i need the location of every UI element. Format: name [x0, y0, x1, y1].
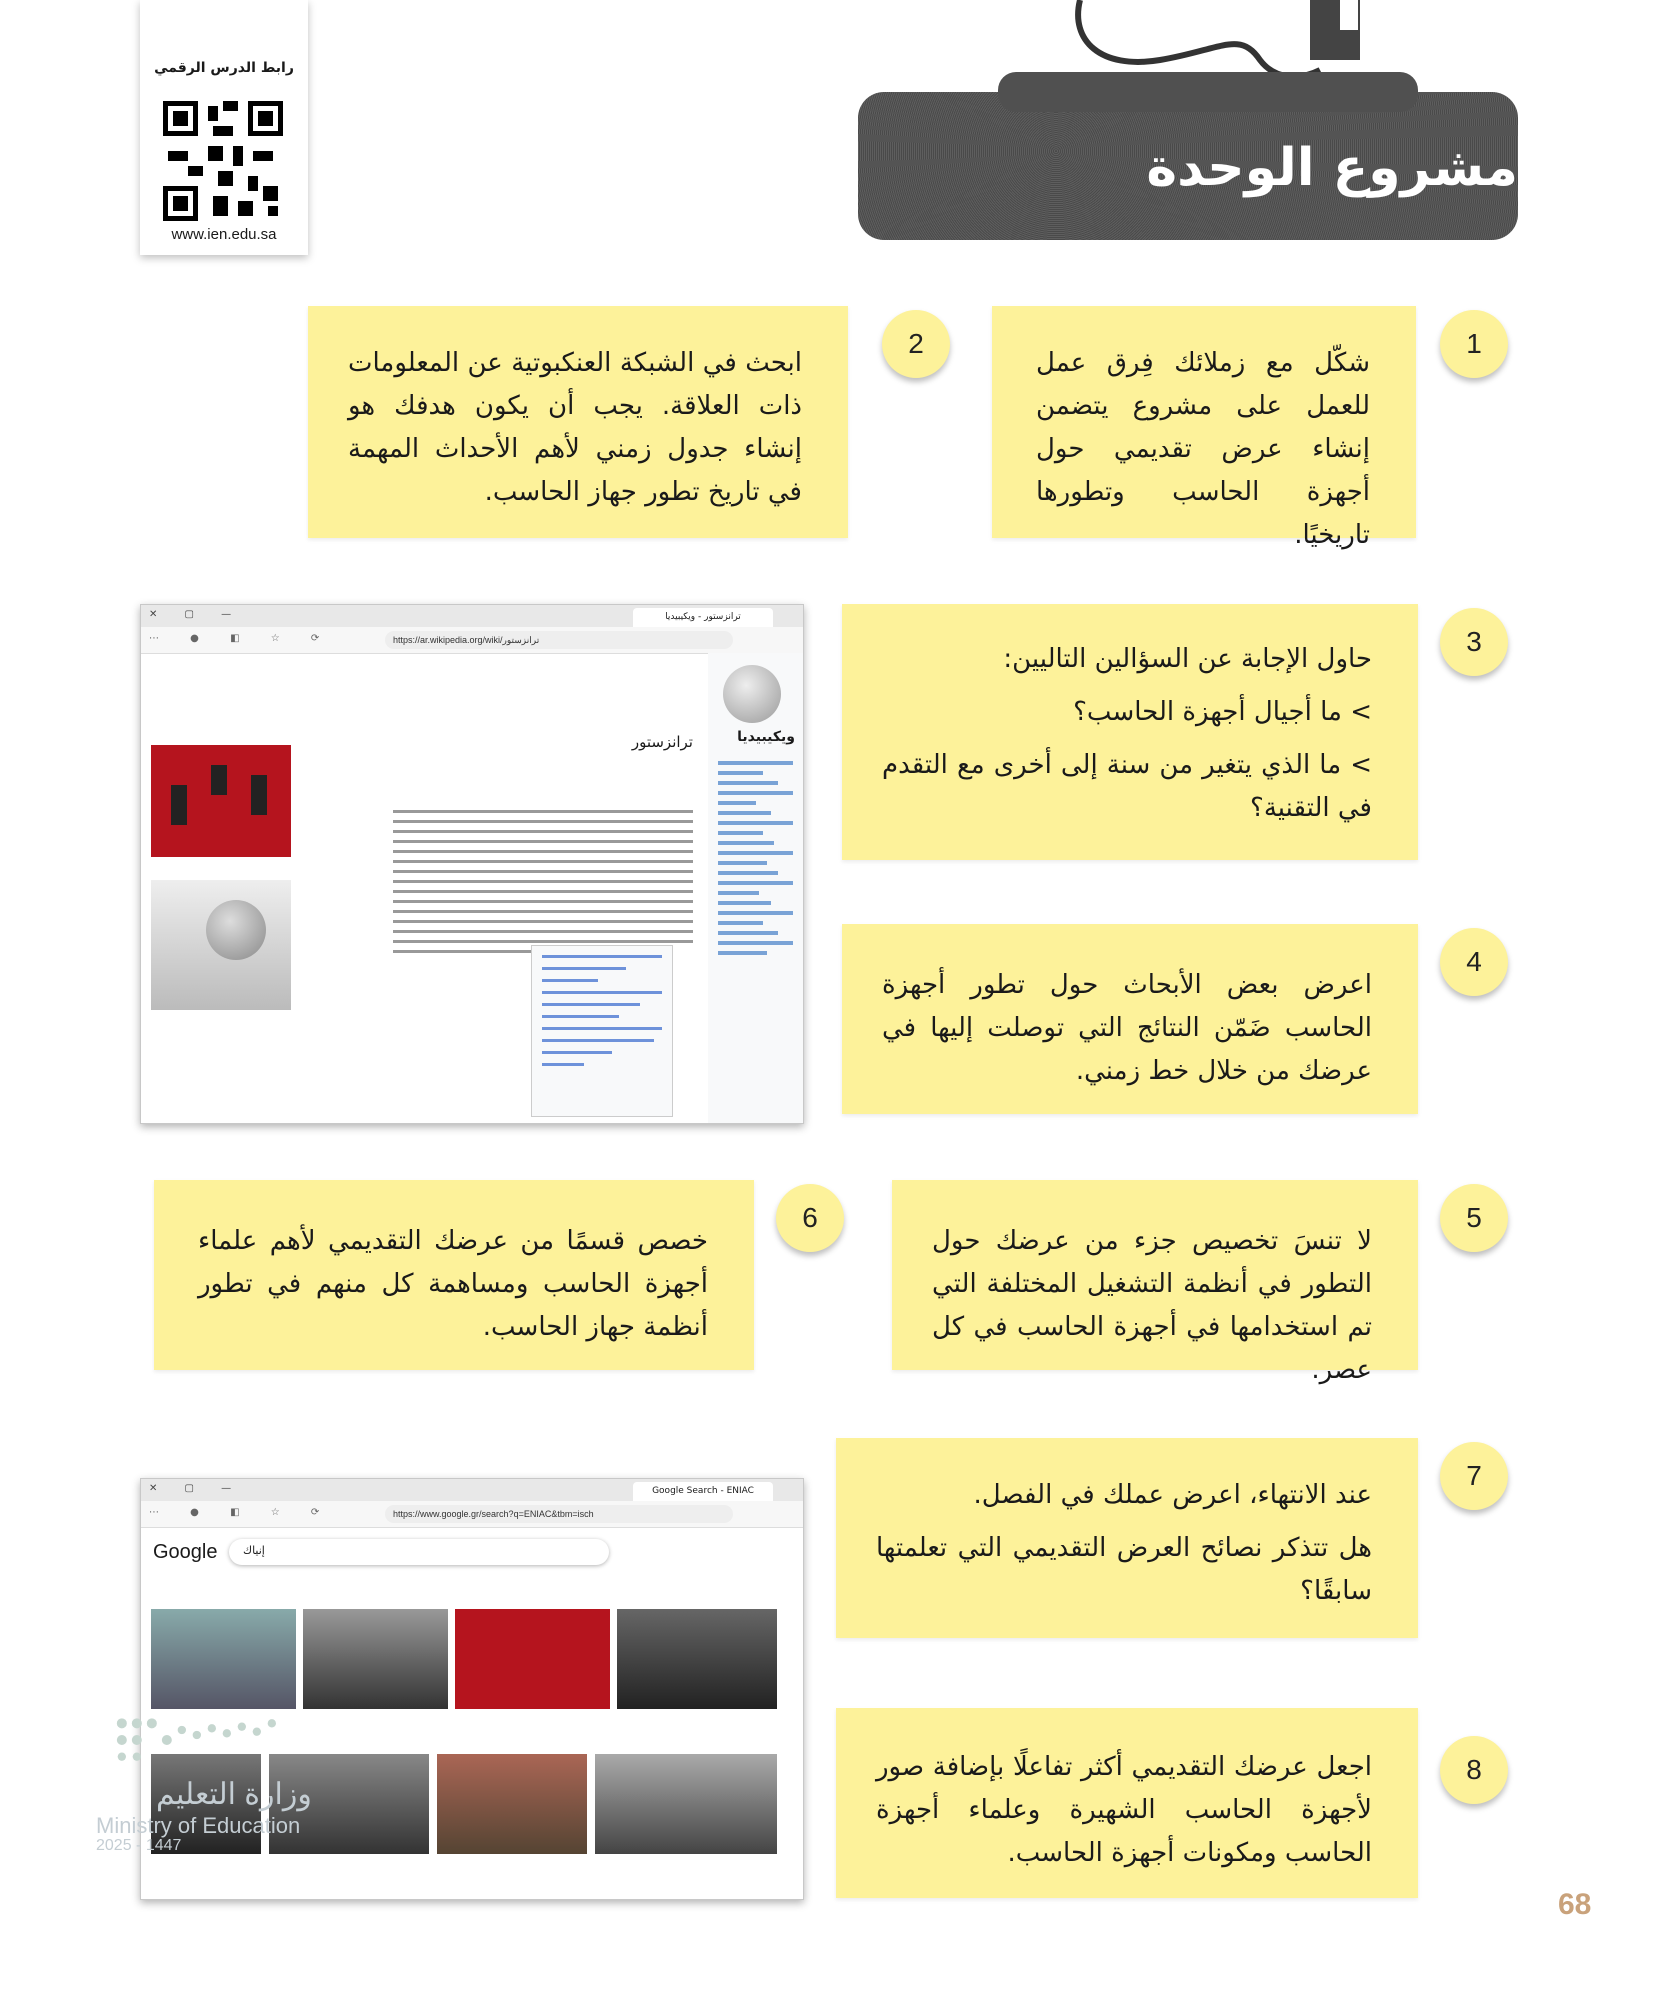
step-card-8 — [836, 1708, 1418, 1898]
window-controls-icon: ✕ ▢ — — [149, 1483, 244, 1494]
step-card-1 — [992, 306, 1416, 550]
qr-label: رابط الدرس الرقمي — [154, 60, 294, 76]
browser-tab-bar — [141, 1479, 803, 1501]
step-card-3 — [842, 604, 1418, 860]
step-card-4 — [842, 924, 1418, 1114]
address-bar — [141, 1501, 803, 1528]
step-card-7 — [836, 1438, 1418, 1638]
toolbar-icons: ⋯ ● ◧ ☆ ⟳ — [149, 633, 334, 644]
ministry-logo-icon — [96, 1715, 306, 1765]
plug-gap — [1340, 0, 1358, 30]
google-search-box — [229, 1539, 609, 1565]
step-text: خصص قسمًا من عرضك التقديمي لأهم علماء أجهزة الحاسب ومساهمة كل منهم في تطور أنظمة جهاز الحاسب. — [198, 1226, 708, 1342]
wiki-article-text — [393, 803, 693, 960]
step-number-badge: 3 — [1440, 608, 1508, 676]
edition-year: 2025 - 1447 — [96, 1837, 182, 1854]
step-text: عند الانتهاء، اعرض عملك في الفصل. — [973, 1480, 1372, 1510]
step-text: حاول الإجابة عن السؤالين التاليين: — [1003, 644, 1372, 674]
google-logo: Google — [153, 1541, 218, 1563]
step-text: لا تنسَ تخصيص جزء من عرضك حول التطور في أنظمة التشغيل المختلفة التي تم استخدامها في أجهزة الحاسب في كل عصر. — [932, 1226, 1372, 1385]
qr-code-icon[interactable] — [158, 96, 288, 226]
transistor-photo — [151, 745, 291, 857]
toolbar-icons: ⋯ ● ◧ ☆ ⟳ — [149, 1507, 334, 1518]
browser-tab-bar — [141, 605, 803, 627]
qr-url[interactable]: www.ien.edu.sa — [171, 226, 277, 243]
step-number-badge: 1 — [1440, 310, 1508, 378]
step-number-badge: 2 — [882, 310, 950, 378]
step-card-2 — [308, 306, 848, 538]
step-text: ابحث في الشبكة العنكبوتية عن المعلومات ذات العلاقة. يجب أن يكون هدفك هو إنشاء جدول زمني لأهم الأحداث المهمة في تاريخ تطور جهاز الحاسب. — [348, 348, 802, 507]
page-title: مشروع الوحدة — [1146, 138, 1518, 198]
step-number-badge: 6 — [776, 1184, 844, 1252]
step-number-badge: 8 — [1440, 1736, 1508, 1804]
digital-lesson-card[interactable] — [140, 0, 308, 255]
transistor-photo-2 — [151, 880, 291, 1010]
url-field: https://ar.wikipedia.org/wiki/ترانزستور — [385, 631, 733, 649]
wiki-article-title: ترانزستور — [631, 733, 693, 751]
wikipedia-globe-icon — [723, 665, 781, 723]
wiki-logo-text: ويكيبيديا — [737, 729, 795, 745]
ministry-arabic-name: وزارة التعليم — [156, 1778, 312, 1811]
step-text: > ما الذي يتغير من سنة إلى أخرى مع التقدم في التقنية؟ — [882, 750, 1372, 823]
step-text: اجعل عرضك التقديمي أكثر تفاعلًا بإضافة صور لأجهزة الحاسب الشهيرة وعلماء أجهزة الحاسب ومكونات أجهزة الحاسب. — [876, 1752, 1372, 1868]
step-text: > ما أجيال أجهزة الحاسب؟ — [1073, 697, 1372, 727]
wiki-table-of-contents — [531, 945, 673, 1117]
step-number-badge: 4 — [1440, 928, 1508, 996]
step-text: اعرض بعض الأبحاث حول تطور أجهزة الحاسب ضَمّن النتائج التي توصلت إليها في عرضك من خلال خط زمني. — [882, 970, 1372, 1086]
browser-tab: ترانزستور - ويكيبيديا — [633, 608, 773, 627]
search-query: إنياك — [243, 1544, 265, 1557]
step-number-badge: 7 — [1440, 1442, 1508, 1510]
step-card-5 — [892, 1180, 1418, 1385]
url-field: https://www.google.gr/search?q=ENIAC&tbm=isch — [385, 1505, 733, 1523]
ministry-english-name: Ministry of Education — [96, 1813, 301, 1838]
wikipedia-screenshot — [140, 604, 804, 1124]
wiki-sidebar-links — [718, 755, 793, 961]
step-text: هل تتذكر نصائح العرض التقديمي التي تعلمتها سابقًا؟ — [876, 1533, 1372, 1606]
page-number: 68 — [1558, 1888, 1592, 1921]
window-controls-icon: ✕ ▢ — — [149, 609, 244, 620]
browser-tab: Google Search - ENIAC — [633, 1482, 773, 1501]
step-text: شكّل مع زملائك فِرق عمل للعمل على مشروع يتضمن إنشاء عرض تقديمي حول أجهزة الحاسب وتطورها تاريخيًا. — [1036, 348, 1370, 550]
address-bar — [141, 627, 803, 654]
step-number-badge: 5 — [1440, 1184, 1508, 1252]
step-card-6 — [154, 1180, 754, 1370]
